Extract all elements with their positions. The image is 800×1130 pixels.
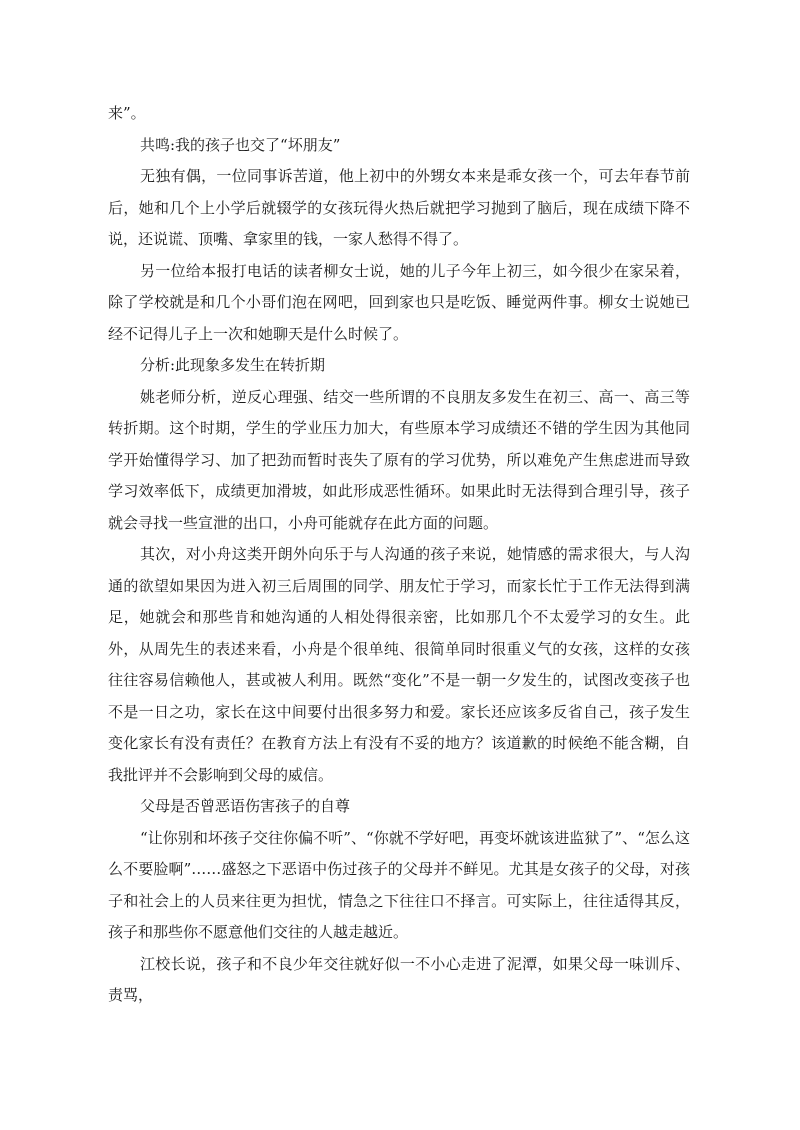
paragraph: 其次，对小舟这类开朗外向乐于与人沟通的孩子来说，她情感的需求很大，与人沟通的欲望如果因为进入初三后周围的同学、朋友忙于学习，而家长忙于工作无法得到满足，她就会和那些肯和她沟通的人相处得很亲密，比如那几个不太爱学习的女生。此外，从周先生的表述来看，小舟是个很单纯、很简单同时很重义气的女孩，这样的女孩往往容易信赖他人，甚或被人利用。既然“变化”不是一朝一夕发生的，试图改变孩子也不是一日之功，家长在这中间要付出很多努力和爱。家长还应该多反省自己，孩子发生变化家长有没有责任？在教育方法上有没有不妥的地方？该道歉的时候绝不能含糊，自我批评并不会影响到父母的威信。 [108, 545, 690, 784]
paragraph: “让你别和坏孩子交往你偏不听”、“你就不学好吧，再变坏就该进监狱了”、“怎么这么不要脸啊”……盛怒之下恶语中伤过孩子的父母并不鲜见。尤其是女孩子的父母，对孩子和社会上的人员来往更为担忧，情急之下往往口不择言。可实际上，往往适得其反，孩子和那些你不愿意他们交往的人越走越近。 [108, 828, 690, 941]
paragraph: 无独有偶，一位同事诉苦道，他上初中的外甥女本来是乖女孩一个，可去年春节前后，她和几个上小学后就辍学的女孩玩得火热后就把学习抛到了脑后，现在成绩下降不说，还说谎、顶嘴、拿家里的钱，一家人愁得不得了。 [108, 167, 690, 248]
section-heading-resonance: 共鸣:我的孩子也交了“坏朋友” [140, 135, 341, 154]
section-heading-analysis: 分析:此现象多发生在转折期 [140, 356, 326, 374]
paragraph: 姚老师分析，逆反心理强、结交一些所谓的不良朋友多发生在初三、高一、高三等转折期。这个时期，学生的学业压力加大，有些原本学习成绩还不错的学生因为其他同学开始懂得学习、加了把劲而暂时丧失了原有的学习优势，所以难免产生焦虑进而导致学习效率低下，成绩更加滑坡，如此形成恶性循环。如果此时无法得到合理引导，孩子就会寻找一些宣泄的出口，小舟可能就存在此方面的问题。 [108, 387, 690, 532]
paragraph-continuation: 来”。 [108, 104, 146, 122]
paragraph: 江校长说，孩子和不良少年交往就好似一不小心走进了泥潭，如果父母一味训斥、责骂， [108, 954, 690, 1004]
document-body [108, 98, 690, 1012]
paragraph: 另一位给本报打电话的读者柳女士说，她的儿子今年上初三，如今很少在家呆着，除了学校就是和几个小哥们泡在网吧，回到家也只是吃饭、睡觉两件事。柳女士说她已经不记得儿子上一次和她聊天是什么时候了。 [108, 261, 690, 343]
section-heading-parents: 父母是否曾恶语伤害孩子的自尊 [140, 797, 351, 815]
